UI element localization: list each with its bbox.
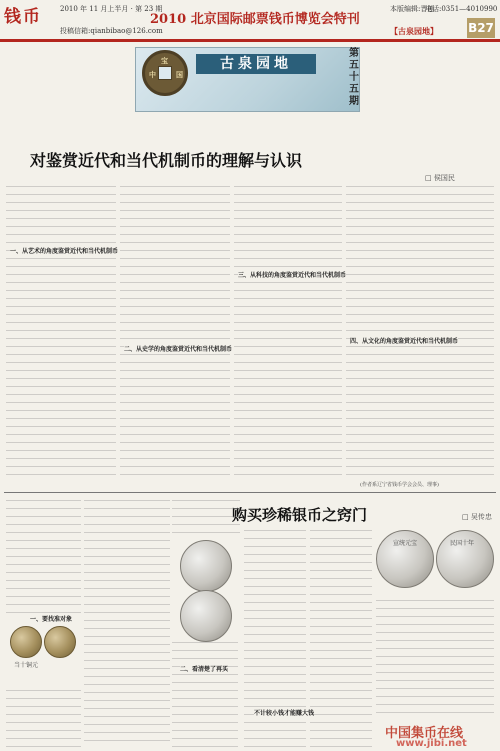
site-watermark: 中国集币在线 [385, 726, 464, 741]
page-number-badge: B27 [467, 18, 495, 38]
special-edition-title: 2010 北京国际邮票钱币博览会特刊 [150, 12, 360, 27]
coin-label-6: 民国十年 [450, 540, 475, 547]
page-editor: 本版编辑:晋莲 [390, 5, 435, 13]
newspaper-logo: 钱币 [4, 7, 42, 27]
coin-photo-4 [180, 590, 232, 642]
article1-column-4 [346, 186, 494, 476]
article2-column-2 [84, 500, 170, 748]
article1-title: 对鉴赏近代和当代机制币的理解与认识 [30, 151, 303, 170]
article1-subhead-3: 三、从科技的角度鉴赏近代和当代机制币 [238, 272, 347, 279]
article1-column-2 [120, 186, 233, 478]
coin-photo-3 [180, 540, 232, 592]
article2-column-3a [172, 500, 240, 536]
article2-author: □ 吴传忠 [462, 513, 492, 521]
column-title: 古泉园地 [196, 54, 316, 74]
article2-column-5 [310, 530, 372, 748]
article2-subhead-1: 一、要找准对象 [30, 616, 73, 623]
article1-column-1 [6, 186, 119, 478]
coin-photo-1 [10, 626, 42, 658]
contact-phone: 电话:0351—4010990 [425, 5, 498, 13]
coin-char-top: 宝 [161, 56, 168, 65]
article2-column-3b [172, 642, 238, 748]
coin-label-5: 宣统元宝 [393, 540, 418, 547]
article1-column-3 [234, 186, 342, 478]
author-credit: (作者系辽宁省钱币学会会员、理事) [360, 482, 439, 488]
page-header [0, 0, 500, 40]
article1-author: □ 侯国民 [425, 174, 455, 182]
article1-subhead-2: 二、从史学的角度鉴赏近代和当代机制币 [124, 346, 233, 353]
article1-subhead-1: 一、从艺术的角度鉴赏近代和当代机制币 [10, 248, 119, 255]
section-name: 【古泉园地】 [390, 26, 438, 36]
coin-char-left: 中 [149, 70, 156, 79]
coin-square-hole [158, 66, 172, 80]
issue-info: 2010 年 11 月上半月 · 第 23 期 [60, 5, 163, 13]
article2-column-6 [376, 600, 494, 718]
article1-subhead-4: 四、从文化的角度鉴赏近代和当代机制币 [350, 338, 459, 345]
coin-photo-2 [44, 626, 76, 658]
column-issue-number: 第五十五期 [349, 48, 359, 107]
header-rule [0, 39, 500, 42]
article2-column-1b [6, 690, 81, 748]
coin-char-right: 国 [176, 70, 183, 79]
site-watermark-url: www.jibi.net [396, 738, 467, 749]
article-divider [4, 492, 496, 493]
submission-email: 投稿信箱:qianbibao@126.com [60, 27, 163, 35]
coin-label-1: 当十铜元 [14, 662, 39, 669]
article2-title: 购买珍稀银币之窍门 [232, 506, 368, 524]
article2-column-1 [6, 500, 81, 620]
article2-subhead-3: 不计较小钱才能赚大钱 [254, 710, 315, 717]
article2-subhead-2: 二、看清楚了再买 [180, 666, 229, 673]
